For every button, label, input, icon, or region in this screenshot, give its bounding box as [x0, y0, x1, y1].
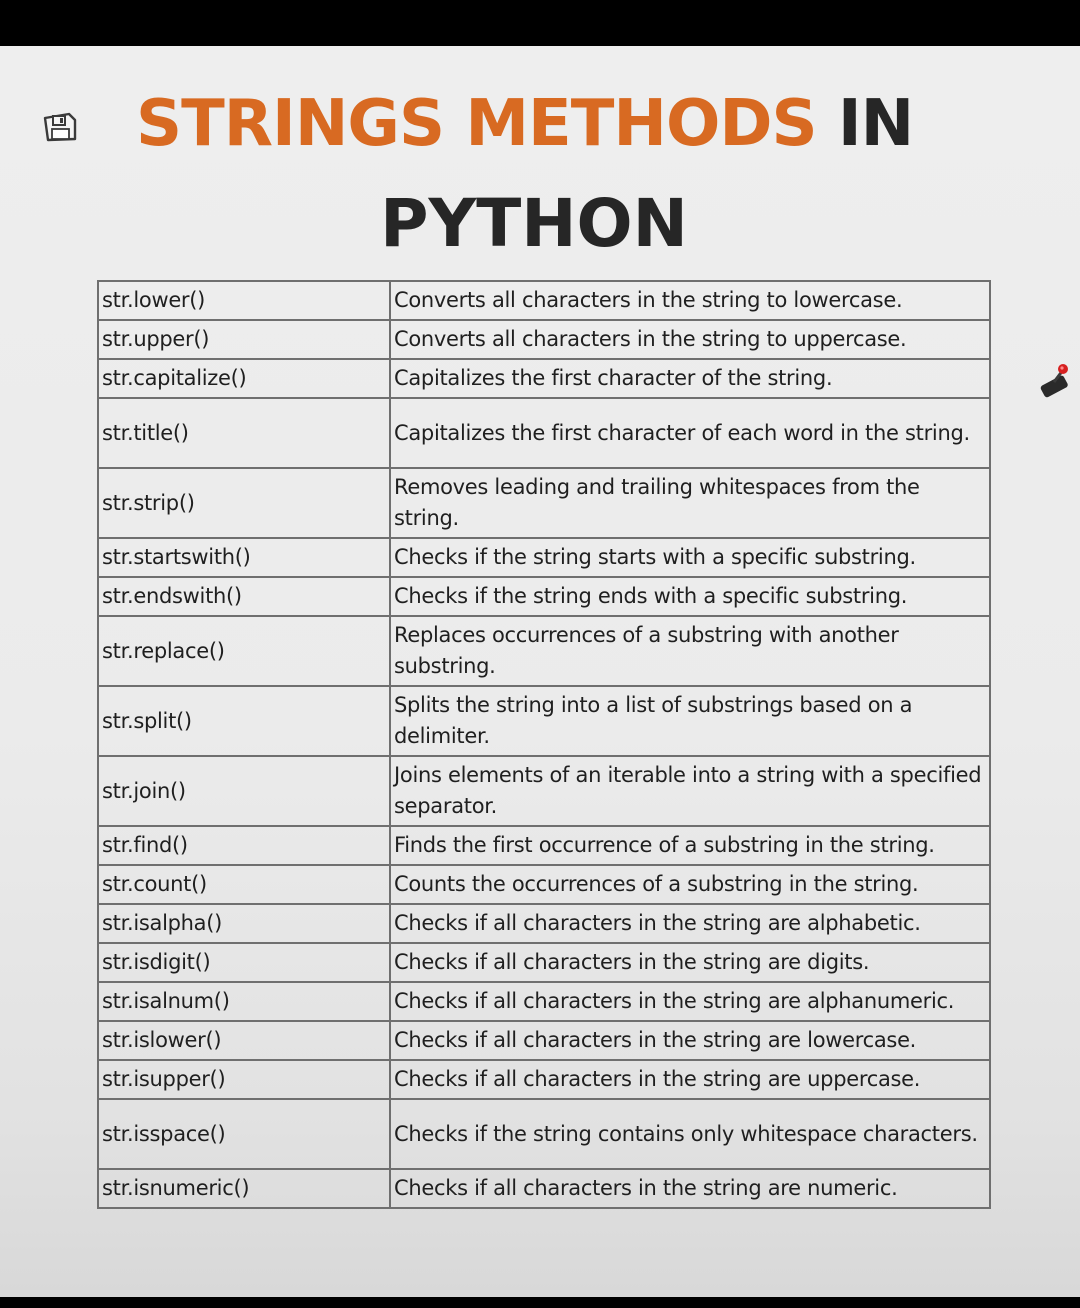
method-description-cell: Capitalizes the first character of the string. [390, 359, 990, 398]
page-title-second-line: PYTHON [380, 185, 688, 262]
method-description-cell: Capitalizes the first character of each word in the string. [390, 398, 990, 468]
method-name-cell: str.capitalize() [98, 359, 390, 398]
method-name-cell: str.find() [98, 826, 390, 865]
method-description-cell: Checks if all characters in the string are uppercase. [390, 1060, 990, 1099]
table-row [98, 1060, 990, 1099]
method-name-cell: str.isupper() [98, 1060, 390, 1099]
method-description-cell: Checks if the string contains only whitespace characters. [390, 1099, 990, 1169]
method-name-cell: str.startswith() [98, 538, 390, 577]
table-row [98, 398, 990, 468]
method-name-cell: str.replace() [98, 616, 390, 686]
method-name-cell: str.endswith() [98, 577, 390, 616]
method-description-cell: Removes leading and trailing whitespaces from the string. [390, 468, 990, 538]
table-row [98, 982, 990, 1021]
bottom-black-bar [0, 1297, 1080, 1308]
title-dark-text: IN [816, 87, 914, 161]
string-methods-table-body [98, 281, 990, 1208]
method-name-cell: str.isalpha() [98, 904, 390, 943]
table-row [98, 468, 990, 538]
table-row [98, 320, 990, 359]
method-name-cell: str.join() [98, 756, 390, 826]
table-row [98, 826, 990, 865]
table-row [98, 943, 990, 982]
method-name-cell: str.isdigit() [98, 943, 390, 982]
method-description-cell: Checks if all characters in the string are alphanumeric. [390, 982, 990, 1021]
table-row [98, 1169, 990, 1208]
title-accent-text: STRINGS METHODS [136, 87, 817, 161]
method-description-cell: Replaces occurrences of a substring with another substring. [390, 616, 990, 686]
table-row [98, 616, 990, 686]
method-description-cell: Joins elements of an iterable into a string with a specified separator. [390, 756, 990, 826]
method-name-cell: str.count() [98, 865, 390, 904]
method-description-cell: Checks if all characters in the string are digits. [390, 943, 990, 982]
table-row [98, 1099, 990, 1169]
method-description-cell: Checks if the string starts with a specific substring. [390, 538, 990, 577]
page-title [136, 84, 913, 164]
table-row [98, 281, 990, 320]
method-name-cell: str.title() [98, 398, 390, 468]
method-description-cell: Checks if all characters in the string are lowercase. [390, 1021, 990, 1060]
floppy-disk-icon [42, 112, 78, 142]
method-name-cell: str.islower() [98, 1021, 390, 1060]
table-row [98, 756, 990, 826]
table-row [98, 1021, 990, 1060]
method-description-cell: Checks if all characters in the string are alphabetic. [390, 904, 990, 943]
joystick-icon [1038, 362, 1072, 400]
method-name-cell: str.strip() [98, 468, 390, 538]
method-name-cell: str.isalnum() [98, 982, 390, 1021]
method-description-cell: Counts the occurrences of a substring in the string. [390, 865, 990, 904]
table-row [98, 686, 990, 756]
method-description-cell: Checks if the string ends with a specific substring. [390, 577, 990, 616]
method-description-cell: Finds the first occurrence of a substring in the string. [390, 826, 990, 865]
method-description-cell: Checks if all characters in the string are numeric. [390, 1169, 990, 1208]
method-name-cell: str.split() [98, 686, 390, 756]
method-name-cell: str.lower() [98, 281, 390, 320]
method-name-cell: str.upper() [98, 320, 390, 359]
method-description-cell: Converts all characters in the string to lowercase. [390, 281, 990, 320]
method-description-cell: Converts all characters in the string to uppercase. [390, 320, 990, 359]
table-row [98, 577, 990, 616]
table-row [98, 865, 990, 904]
table-row [98, 538, 990, 577]
method-name-cell: str.isspace() [98, 1099, 390, 1169]
top-black-bar [0, 0, 1080, 46]
method-name-cell: str.isnumeric() [98, 1169, 390, 1208]
string-methods-table [97, 280, 991, 1209]
table-row [98, 904, 990, 943]
method-description-cell: Splits the string into a list of substrings based on a delimiter. [390, 686, 990, 756]
table-row [98, 359, 990, 398]
